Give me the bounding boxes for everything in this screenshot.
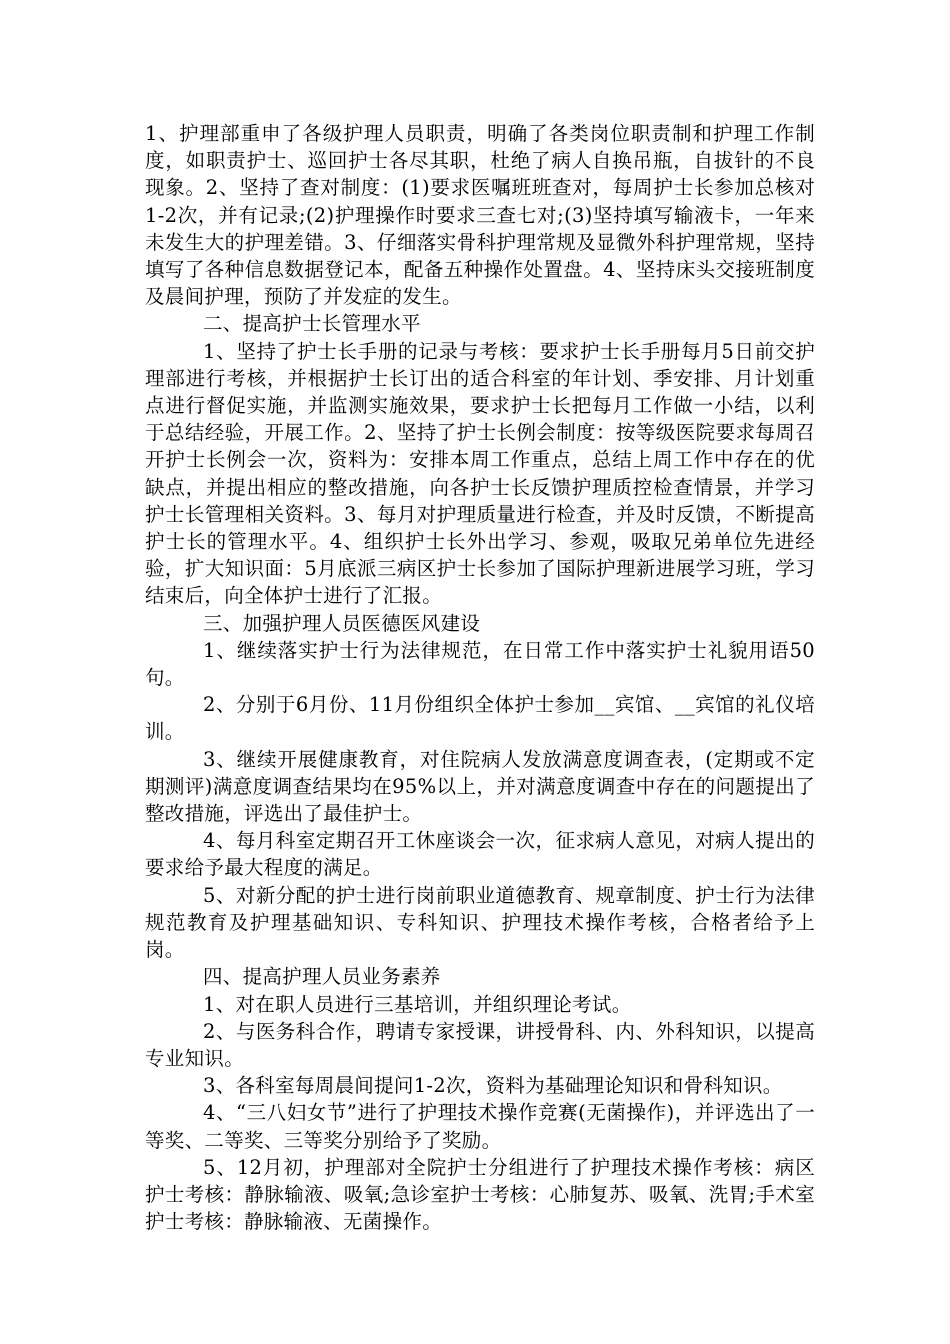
paragraph-ethics-item-5: 5、对新分配的护士进行岗前职业道德教育、规章制度、护士行为法律规范教育及护理基础知识、专科知识、护理技术操作考核，合格者给予上岗。	[145, 883, 815, 962]
paragraph-quality-item-1: 1、对在职人员进行三基培训，并组织理论考试。	[203, 992, 632, 1016]
paragraph-head-nurse-management: 1、坚持了护士长手册的记录与考核：要求护士长手册每月5日前交护理部进行考核，并根据护士长订出的适合科室的年计划、季安排、月计划重点进行督促实施，并监测实施效果，要求护士长把每月工作做一小结，以利于总结经验，开展工作。2、坚持了护士长例会制度：按等级医院要求每周召开护士长例会一次，资料为：安排本周工作重点，总结上周工作中存在的优缺点，并提出相应的整改措施，向各护士长反馈护理质控检查情景，并学习护士长管理相关资料。3、每月对护理质量进行检查，并及时反馈，不断提高护士长的管理水平。4、组织护士长外出学习、参观，吸取兄弟单位先进经验，扩大知识面：5月底派三病区护士长参加了国际护理新进展学习班，学习结束后，向全体护士进行了汇报。	[145, 339, 815, 608]
paragraph-quality-item-4: 4、“三八妇女节”进行了护理技术操作竞赛(无菌操作)，并评选出了一等奖、二等奖、三等奖分别给予了奖励。	[145, 1101, 815, 1152]
section-heading-professional-quality: 四、提高护理人员业务素养	[203, 965, 441, 989]
paragraph-quality-item-3: 3、各科室每周晨间提问1-2次，资料为基础理论知识和骨科知识。	[203, 1074, 783, 1098]
paragraph-ethics-item-3: 3、继续开展健康教育，对住院病人发放满意度调查表，(定期或不定期测评)满意度调查结果均在95%以上，并对满意度调查中存在的问题提出了整改措施，评选出了最佳护士。	[145, 747, 815, 826]
document-body	[145, 120, 815, 1235]
paragraph-ethics-item-2: 2、分别于6月份、11月份组织全体护士参加__宾馆、__宾馆的礼仪培训。	[145, 693, 815, 744]
section-heading-medical-ethics: 三、加强护理人员医德医风建设	[203, 611, 481, 635]
paragraph-ethics-item-1: 1、继续落实护士行为法律规范，在日常工作中落实护士礼貌用语50句。	[145, 638, 815, 690]
section-heading-head-nurse-management: 二、提高护士长管理水平	[203, 312, 421, 336]
paragraph-quality-item-2: 2、与医务科合作，聘请专家授课，讲授骨科、内、外科知识，以提高专业知识。	[145, 1019, 815, 1070]
paragraph-quality-item-5: 5、12月初，护理部对全院护士分组进行了护理技术操作考核：病区护士考核：静脉输液、吸氧;急诊室护士考核：心肺复苏、吸氧、洗胃;手术室护士考核：静脉输液、无菌操作。	[145, 1155, 815, 1234]
paragraph-ethics-item-4: 4、每月科室定期召开工休座谈会一次，征求病人意见，对病人提出的要求给予最大程度的满足。	[145, 829, 815, 880]
paragraph-duty-system: 1、护理部重申了各级护理人员职责，明确了各类岗位职责制和护理工作制度，如职责护士、巡回护士各尽其职，杜绝了病人自换吊瓶，自拔针的不良现象。2、坚持了查对制度：(1)要求医嘱班班查对，每周护士长参加总核对1-2次，并有记录;(2)护理操作时要求三查七对;(3)坚持填写输液卡，一年来未发生大的护理差错。3、仔细落实骨科护理常规及显微外科护理常规，坚持填写了各种信息数据登记本，配备五种操作处置盘。4、坚持床头交接班制度及晨间护理，预防了并发症的发生。	[145, 122, 815, 309]
